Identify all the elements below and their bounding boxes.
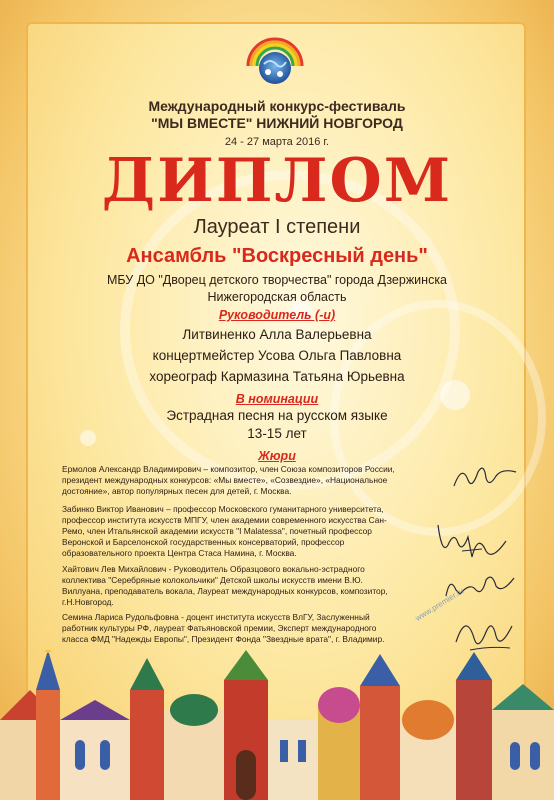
leader-name: хореограф Кармазина Татьяна Юрьевна: [149, 369, 405, 384]
laureate-degree: Лауреат I степени: [193, 216, 361, 238]
jury-member: Забинко Виктор Иванович – профессор Московского гуманитарного университета, профессор института искусств МПГУ, член академии современного искусства Сан-Ремо, член Итальянской академии искусств "I Malatessa", почетный профессор Веронской и Барселонской государственных консерваторий, профессор образовательного проекта Центра Стаса Намина, г. Москва.: [62, 504, 387, 558]
festival-line-1: Международный конкурс-фестиваль: [148, 98, 406, 114]
leader-name: концертмейстер Усова Ольга Павловна: [152, 348, 402, 363]
festival-line-2: "МЫ ВМЕСТЕ" НИЖНИЙ НОВГОРОД: [151, 115, 403, 131]
leaders-heading: [0, 306, 554, 324]
nomination-heading: [0, 390, 554, 408]
signature-1: [450, 460, 520, 494]
nomination-label: В номинации: [235, 392, 319, 406]
leaders-list: [0, 324, 554, 387]
diploma-title: ДИПЛОМ: [101, 146, 453, 216]
jury-label: Жюри: [258, 449, 296, 463]
leader-name: Литвиненко Алла Валерьевна: [182, 327, 372, 342]
organization: [0, 272, 554, 306]
city-skyline-illustration: [0, 650, 554, 800]
jury-member: Ермолов Александр Владимирович – композитор, член Союза композиторов России, президент международных конкурсов: «Мы вместе», «Созвездие», «Национальное достояние», автор популярных песен для детей, г. Москва.: [62, 464, 395, 496]
festival-name: [0, 98, 554, 132]
organization-name: МБУ ДО "Дворец детского творчества" города Дзержинска: [106, 273, 448, 287]
nomination-age: 13-15 лет: [247, 426, 307, 441]
watermark: www.premier.ru: [413, 586, 466, 623]
leaders-label: Руководитель (-и): [218, 308, 336, 322]
ensemble-name: Ансамбль "Воскресный день": [126, 245, 428, 267]
festival-dates: 24 - 27 марта 2016 г.: [224, 136, 330, 148]
jury-member: Семина Лариса Рудольфовна - доцент института искусств ВлГУ, Заслуженный работник культуры РФ, лауреат Фатьяновской премии, Эксперт международного класса ФМД "Надежды Европы", Президент Фонда "Звездные врата", г. Владимир.: [62, 612, 385, 644]
signature-2: [432, 515, 512, 563]
nomination: [0, 407, 554, 443]
organization-region: Нижегородская область: [207, 290, 347, 304]
nomination-name: Эстрадная песня на русском языке: [166, 408, 388, 423]
festival-logo: [240, 28, 310, 92]
jury-member: Хайтович Лев Михайлович - Руководитель Образцового вокально-эстрадного коллектива "Серебряные колокольчики" Детской школы искусств имени В.Ю. Виллуана, преподаватель вокала, Лауреат международных конкурсов, композитор, г.Н.Новгород.: [62, 564, 388, 607]
